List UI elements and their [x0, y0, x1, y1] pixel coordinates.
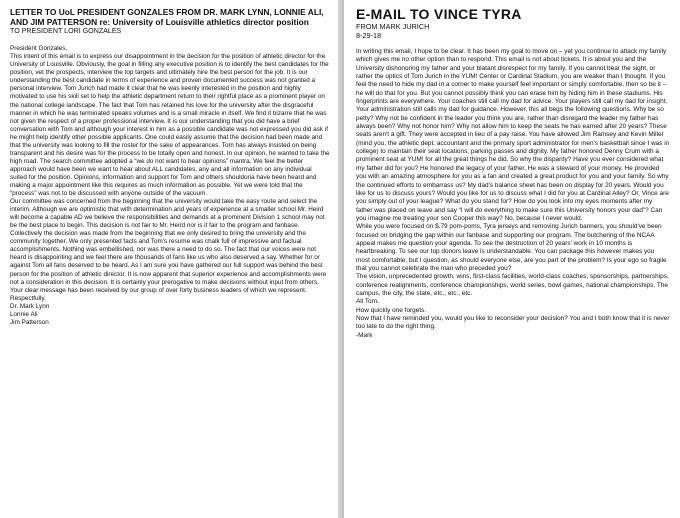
- right-letter-signature: -Mark: [356, 331, 373, 339]
- right-letter-paragraph: While you were focused on $.79 pom-poms, Tyra jerseys and removing Jurich banners, you should've been focused on bridging the gap within our fanbase and supporting our program. The butchering of the NCAA appeal makes me question your agenda. To see the destruction of 20 years' work in 10 months is heartbreaking. To see our top donors leave is understandable. You can package this however makes you most comfortable, but I question, as should everyone else, are you part of the problem? Is your ego so fragile that you cannot celebrate the man who preceded you?: [356, 223, 667, 272]
- right-letter-paragraph: The vision, unprecedented growth, wins, first-class facilities, world-class coaches, sponsorships, partnerships, conference realignments, conference championships, world series, bowl games, national championships. The campus, the city, the state, etc., etc., etc.: [356, 273, 669, 297]
- right-letter-paragraph: All Tom.: [356, 298, 379, 306]
- left-letter-body: [10, 45, 330, 327]
- left-letter-title: LETTER TO UoL PRESIDENT GONZALES FROM DR. MARK LYNN, LONNIE ALI, AND JIM PATTERSON re: University of Louisville athletics director position: [10, 7, 324, 27]
- left-letter-to-line: TO PRESIDENT LORI GONZALES: [10, 27, 122, 36]
- left-letter-signer: Dr. Mark Lynn: [10, 302, 50, 310]
- right-letter-paragraph: In writing this email, I hope to be clear. It has been my goal to move on – yet you continue to attack my family which gives me no other option than to respond. This email is not about tickets. It is about you and the University dishonoring my father and your blatant disrespect for my family. If you cannot bear the sight, or rather the optics of Tom Jurich in the YUM! Center or Cardinal Stadium, you are weaker than I thought. If you feel the need to hide my dad in a corner to make yourself feel important or simply comfortable, then so be it -- he will do that for you. But you cannot possibly think you can erase him by hiding him in these stadiums. His fingerprints are everywhere. Your coaches still call my dad for advice. Your players still call my dad for insight. Your administration still calls my dad for guidance. However, this all begs the following questions. Why be so petty? Why not be confident in the leader you think you are, rather than disregard the leader my father has always been? Why not honor him? Why not allow him to keep the seats he has earned after 20 years? These seats aren't a gift. They were accepted in lieu of a pay raise. You have allowed Jim Ramsey and Kevin Miller (mind you, the athletic dept. accountant and the primary sport administrator for men's basketball since I was in college) to maintain their seat locations, parking passes and dignity. My father honored Denny Crum with a prominent seat at YUM! for all the great things he did. So why the disparity? Have you ever considered what my father did for you? He honored the legacy of your father. He was a steward of your money. He provided you with an amazing atmosphere for you as a fan and created a great product for you and your family. So why the continued efforts to embarrass us? My dad's balance sheet has been on display for 20 years. Would you like for us to discuss yours? Would you like for us to discuss what I did for you at Cardinal Alley? Or, Vince are you simply out of your league? What do you stand for? How do you look into my eyes moments after my father was placed on leave and say “I will do everything to make sure this University honors your dad”? Can you imagine me treating your son Cooper this way? No, because I never would.: [356, 48, 670, 222]
- right-letter-title: E-MAIL TO VINCE TYRA: [356, 6, 522, 22]
- right-letter-paragraph: Now that I have reminded you, would you like to reconsider your decision? You and I both know that it is never too late to do the right thing.: [356, 315, 670, 331]
- left-letter-page: [0, 0, 338, 518]
- right-letter-from-line: FROM MARK JURICH: [356, 22, 430, 31]
- left-letter-paragraph: Our committee was concerned from the beginning that the university would take the easy route and select the interim. Although we are optimistic that with determination and years of experience at a smaller school Mr. Heird will become a capable AD we believe the responsibilities and demands at a prominent Division 1 school may not be the best place to begin. This decision is not fair to Mr. Heird nor is it fair to the program and fanbase. Collectively the decision was made from the beginning that we only desired to bring the university and the community together. We only presented facts and Tom's resume was chalk full of impressive and factual accomplishments. Nothing was embellished, nor was there a need to do so. The fact that our voices were not heard is disappointing and we feel there are thousands of fans like us who also deserved a say. Whether for or against Tom all fans deserved to be heard. As I am sure you have gathered our full support was behind the best person for the position of athletic director. It is now apparent that superior experience and accomplishments were not a consideration in this decision. It is certainly your prerogative to make decisions without input from others. Your clear message has been received by our group of over forty business leaders of which we represent.: [10, 198, 327, 294]
- right-letter-paragraph: How quickly one forgets.: [356, 306, 427, 314]
- left-letter-salutation: President Gonzales,: [10, 45, 68, 53]
- right-letter-body: [356, 48, 670, 340]
- left-letter-paragraph: This intent of this email is to express our disappointment in the decision for the position of athletic director for the University of Louisville. Obviously, the goal in filling any executive position is to identify the best candidates for the position, vet the prospects, interview the top targets and ultimately hire the best person for the job. It is our understanding the best candidate in terms of experience and proven documented success was not granted a personal interview. Tom Jurich had made it clear that he was keenly interested in the position and highly motivated to use his skill set to help the athletic department return to their rightful place as a prominent player on the national college landscape. The fact that Tom has retained his love for the university after the disgraceful manner in which he was terminated speaks volumes and is a small miracle in itself. We find it bizarre that he was not given the respect of a proper professional interview. It is our understanding that you did have a brief conversation with Tom and although your interest in him as a possible candidate was not expressed you did ask if he might help identify other possible applicants. One could easily assume that the decision had been made and that the university was looking to fill the roster for the sake of appearances. Tom has always insisted on being transparent and his desire was for the process to be totally open and honest. In our opinion, he wanted to take the high road. The search committee adopted a “we do not want to hear opinions” mantra. We feel the better approach would have been we want to hear about ALL candidates, any and all information on any individual suited for the position. Opinions, information and support for Tom and others shouldoria have been heard and making a major appointment like this requires as much information as possible. Yet we were told that the “process” was not to be discussed with anyone outside of the vacuum.: [10, 53, 330, 198]
- left-letter-signoff: Respectfully,: [10, 294, 46, 302]
- right-letter-page: [344, 0, 680, 518]
- left-letter-signer: Jim Patterson: [10, 318, 49, 326]
- left-letter-signer: Lonnie Ali: [10, 310, 38, 318]
- right-letter-date: 8-29-18: [356, 31, 382, 40]
